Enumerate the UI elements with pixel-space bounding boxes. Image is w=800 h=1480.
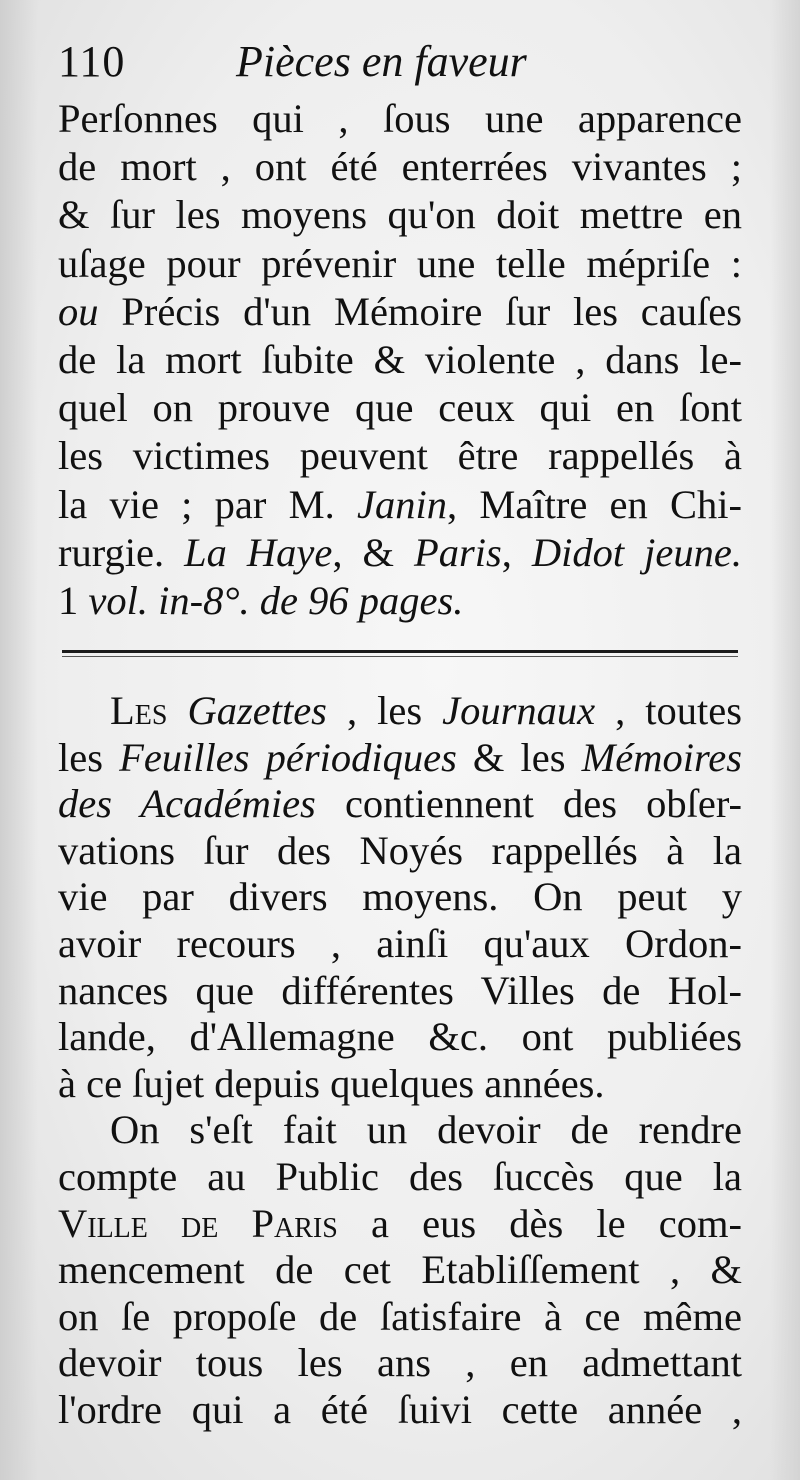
notice-text: , & [332, 529, 394, 575]
notice-line: de la mort ſubite & violente , dans le- [58, 337, 742, 383]
body-text-run: , toutes [615, 688, 743, 733]
paragraph-2-line [58, 1201, 742, 1248]
paragraph-2-line: devoir tous les ans , en admettant [58, 1340, 742, 1386]
paragraph-1-line: vations ſur des Noyés rappellés à la [58, 827, 742, 873]
word-journaux: Journaux [442, 688, 596, 733]
body-text-run: les [58, 734, 103, 780]
notice-line: & ſur les moyens qu'on doit mettre en [58, 192, 742, 238]
page-header [58, 32, 718, 92]
paragraph-2-line: l'ordre qui a été ſuivi cette année , [58, 1386, 742, 1432]
body-text-run: a eus dès le com- [370, 1200, 742, 1246]
format-info: vol. in-8°. de 96 pages. [88, 578, 464, 624]
paragraph-1-line: lande, d'Allemagne &c. ont publiées [58, 1014, 742, 1060]
word-gazettes: Gazettes [187, 688, 327, 733]
publisher-name: Didot jeune. [531, 529, 743, 575]
paragraph-1-line [58, 735, 742, 782]
paragraph-1-line: avoir recours , ainſi qu'aux Ordon- [58, 920, 742, 966]
word-ou: ou [58, 288, 99, 334]
drop-word: Les [110, 688, 168, 733]
word-academies: des Académies [58, 781, 316, 827]
volume-count: 1 [58, 578, 79, 624]
paragraph-1-line [58, 688, 742, 735]
paragraph-2-line: on ſe propoſe de ſatisfaire à ce même [58, 1293, 742, 1339]
notice-text: , [501, 529, 512, 575]
notice-line: quel on prouve que ceux qui en ſont [58, 385, 742, 431]
body-text-run: & les [472, 734, 566, 780]
notice-text: rurgie. [58, 529, 165, 575]
notice-line [58, 481, 742, 529]
ville-de-paris: Ville de Paris [58, 1200, 338, 1246]
paragraph-1-line: vie par divers moyens. On peut y [58, 874, 742, 920]
paragraph-1-line [58, 781, 742, 828]
paragraph-1-line: nances que différentes Villes de Hol- [58, 967, 742, 1013]
notice-text: , Maître en Chi- [447, 481, 743, 527]
place-paris: Paris [414, 529, 502, 575]
notice-line: Perſonnes qui , ſous une apparence [58, 96, 742, 141]
body-text-run: contiennent des obſer- [344, 781, 742, 827]
place-la-haye: La Haye [184, 529, 333, 575]
section-divider [62, 650, 738, 653]
notice-line: les victimes peuvent être rappellés à [58, 433, 742, 479]
running-title: Pièces en faveur [236, 37, 527, 86]
paragraph-2-line: compte au Public des ſuccès que la [58, 1153, 742, 1199]
paragraph-2-line: mencement de cet Etabliſſement , & [58, 1247, 742, 1293]
notice-line [58, 288, 742, 336]
notice-line [58, 577, 742, 625]
body-text-run: , les [346, 688, 423, 733]
notice-line: uſage pour prévenir une telle mépriſe : [58, 240, 742, 286]
notice-text: Précis d'un Mémoire ſur les cauſes [121, 288, 742, 334]
body-text [58, 688, 742, 1434]
page-shadow-right [770, 0, 800, 1480]
notice-line [58, 529, 742, 577]
notice-line: de mort , ont été enterrées vivantes ; [58, 144, 742, 190]
publication-notice [58, 95, 742, 625]
paragraph-1-line: à ce ſujet depuis quelques années. [58, 1060, 605, 1106]
word-memoires: Mémoires [581, 734, 743, 780]
word-feuilles: Feuilles périodiques [119, 734, 457, 780]
page-number: 110 [58, 37, 126, 86]
page-shadow-left [0, 0, 38, 1480]
author-name: Janin [357, 481, 447, 527]
paragraph-2-line: On s'eſt fait un devoir de rendre [110, 1107, 742, 1153]
notice-text: la vie ; par M. [58, 481, 335, 527]
